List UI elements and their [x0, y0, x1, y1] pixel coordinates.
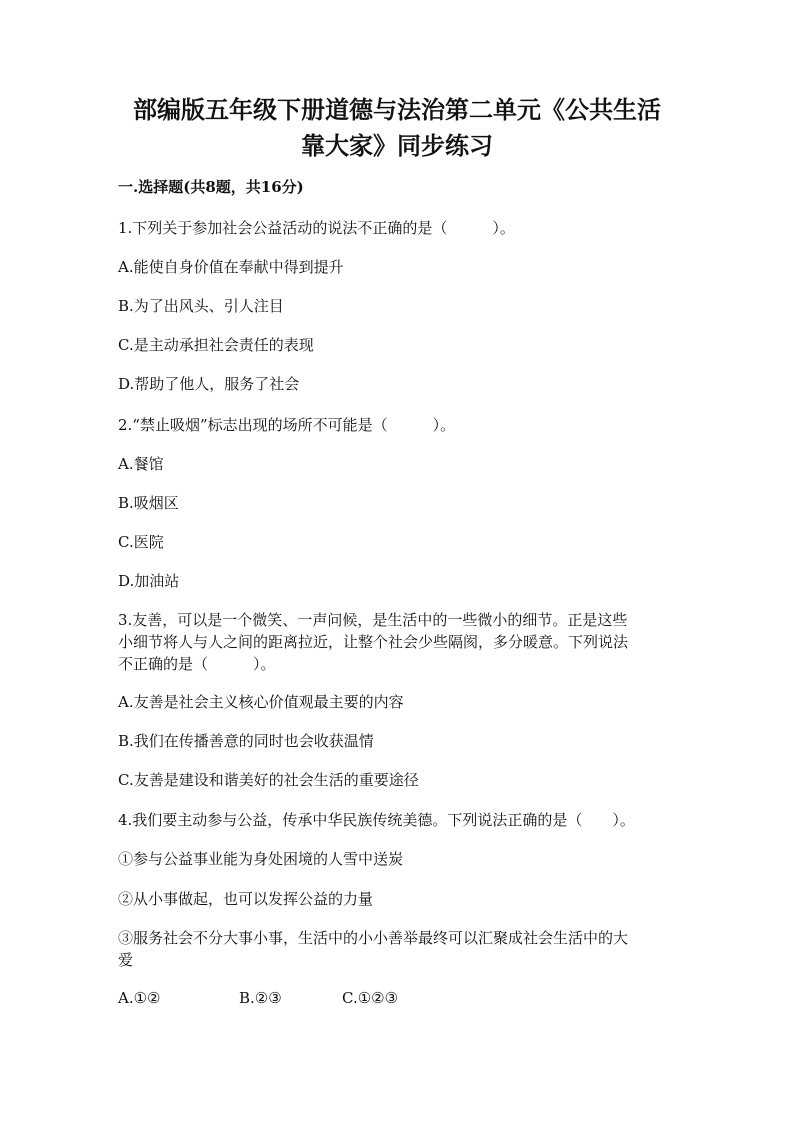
question-2-option-d[interactable]: D.加油站: [118, 572, 180, 590]
question-4-statement-3-line-1: ③服务社会不分大事小事，生活中的小小善举最终可以汇聚成社会生活中的大: [118, 929, 629, 947]
question-4-option-c[interactable]: C.①②③: [342, 989, 399, 1007]
question-1-option-b[interactable]: B.为了出风头、引人注目: [118, 297, 284, 315]
question-1-option-d[interactable]: D.帮助了他人，服务了社会: [118, 375, 300, 393]
question-1-stem: 1.下列关于参加社会公益活动的说法不正确的是（ ）。: [118, 219, 515, 237]
document-title-line-2: 靠大家》同步练习: [301, 131, 493, 160]
question-4-option-b[interactable]: B.②③: [239, 989, 282, 1007]
question-4-statement-3-line-2: 爱: [118, 951, 134, 969]
question-2-stem: 2.“禁止吸烟”标志出现的场所不可能是（ ）。: [118, 416, 456, 434]
question-4-option-a[interactable]: A.①②: [118, 989, 161, 1007]
question-3-stem-line-3: 不正确的是（ ）。: [118, 655, 276, 673]
question-2-option-b[interactable]: B.吸烟区: [118, 494, 179, 512]
section-heading: 一.选择题(共8题，共16分): [118, 178, 304, 196]
question-3-stem-line-1: 3.友善，可以是一个微笑、一声问候，是生活中的一些微小的细节。正是这些: [118, 611, 628, 629]
question-3-option-c[interactable]: C.友善是建设和谐美好的社会生活的重要途径: [118, 771, 419, 789]
question-4-statement-1: ①参与公益事业能为身处困境的人雪中送炭: [118, 850, 404, 868]
question-4-statement-2: ②从小事做起，也可以发挥公益的力量: [118, 890, 374, 908]
question-1-option-c[interactable]: C.是主动承担社会责任的表现: [118, 336, 314, 354]
question-2-option-a[interactable]: A.餐馆: [118, 455, 164, 473]
question-1-option-a[interactable]: A.能使自身价值在奉献中得到提升: [118, 258, 344, 276]
question-3-stem-line-2: 小细节将人与人之间的距离拉近，让整个社会少些隔阂，多分暖意。下列说法: [118, 633, 629, 651]
question-3-option-a[interactable]: A.友善是社会主义核心价值观最主要的内容: [118, 693, 404, 711]
document-title-line-1: 部编版五年级下册道德与法治第二单元《公共生活: [133, 95, 661, 124]
question-3-option-b[interactable]: B.我们在传播善意的同时也会收获温情: [118, 732, 374, 750]
question-2-option-c[interactable]: C.医院: [118, 533, 164, 551]
question-4-stem: 4.我们要主动参与公益，传承中华民族传统美德。下列说法正确的是（ ）。: [118, 811, 635, 829]
